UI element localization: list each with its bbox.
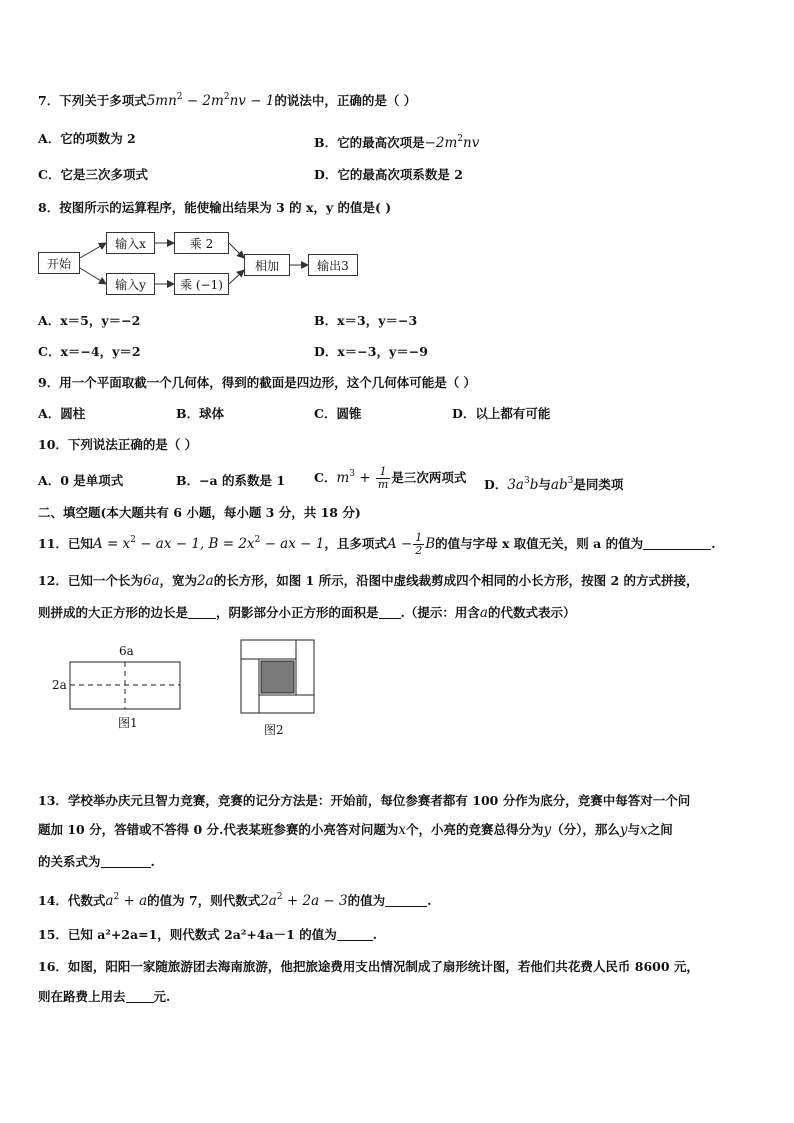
- q12-line1: 12．已知一个长为6a，宽为2a的长方形，如图 1 所示，沿图中虚线裁剪成四个相同的小长方形，按图 2 的方式拼接，: [38, 573, 699, 589]
- flow-start-box: 开始: [38, 252, 80, 274]
- fig1-caption: 图1: [118, 716, 138, 730]
- arrow-times-2-to-add: [229, 243, 244, 258]
- q14-text: 14．代数式$a^2 + a$的值为 7，则代数式$2a^2 + 2a - 3$的值为 .: [38, 892, 432, 909]
- q8-stem: 8．按图所示的运算程序，能使输出结果为 3 的 x，y 的值是( ): [38, 200, 392, 215]
- flow-times-neg1-box: 乘 (−1): [174, 273, 229, 295]
- fig2-caption: 图2: [264, 723, 284, 737]
- q16-line2: 则在路费上用去 元.: [38, 989, 171, 1004]
- q10-stem: 10．下列说法正确的是（ ）: [38, 437, 198, 452]
- section-2-heading: 二、填空题(本大题共有 6 小题，每小题 3 分，共 18 分): [38, 505, 361, 520]
- q7-stem: [38, 88, 416, 110]
- flow-times-2-box: 乘 2: [174, 232, 229, 254]
- q8-option-c: C．x＝−4，y＝2: [38, 344, 141, 359]
- fig1-left-label: 2a: [52, 678, 67, 692]
- fig2-piece-left: [241, 659, 259, 713]
- q10-option-a: A．0 是单项式: [38, 473, 124, 488]
- fig2-piece-right: [296, 640, 314, 695]
- q7-stem-suffix: 的说法中，正确的是（ ）: [274, 93, 417, 108]
- q10-option-b: B．−a 的系数是 1: [176, 473, 286, 488]
- q15-answer-blank[interactable]: [337, 940, 373, 941]
- fig1-outer-rectangle: [70, 662, 180, 709]
- q16-line1: 16．如图，阳阳一家随旅游团去海南旅游，他把旅途费用支出情况制成了扇形统计图，若他们共花费人民币 8600 元，: [38, 959, 699, 974]
- fig2-piece-top: [241, 640, 296, 659]
- arrow-start-to-input-y: [80, 268, 106, 284]
- q15-text: 15．已知 a²+2a=1，则代数式 2a²+4a－1 的值为 .: [38, 927, 378, 942]
- q7-option-a: A．它的项数为 2: [38, 131, 136, 146]
- q9-stem: 9．用一个平面取截一个几何体，得到的截面是四边形，这个几何体可能是（ ）: [38, 375, 477, 390]
- q13-line2: 题加 10 分，答错或不答得 0 分.代表某班参赛的小亮答对问题为x个，小亮的竞赛总得分为y（分），那么y与x之间: [38, 822, 673, 838]
- arrow-start-to-input-x: [80, 243, 106, 258]
- q9-option-d: D．以上都有可能: [452, 406, 551, 421]
- fig2-outer-square: [241, 640, 314, 713]
- q8-option-b: B．x＝3，y＝−3: [314, 313, 418, 328]
- q11-text: 11．已知$A = x^2$ − ax − 1, $B = 2x^2$ − ax − 1，且多项式A − $\frac{1}{2}$ B的值与字母 x 取值无关，则 a 的值为 .: [38, 531, 716, 557]
- q8-option-a: A．x＝5，y＝−2: [38, 313, 141, 328]
- q12-answer-blank-side[interactable]: [188, 618, 216, 619]
- fig1-top-label: 6a: [119, 644, 134, 658]
- q11-equation: $A = x^2$ − ax − 1, $B = 2x^2$ − ax − 1: [92, 535, 325, 552]
- q10-option-c: C．$m^3$ + $\frac{1}{m}$ 是三次两项式: [314, 465, 467, 491]
- q12-answer-blank-area[interactable]: [379, 618, 401, 619]
- q7-polynomial: $5mn^2 - 2m^2nv - 1$: [146, 92, 275, 109]
- q7-option-b: B．它的最高次项是$-2m^2nv$: [314, 134, 480, 151]
- flow-input-y-box: 输入y: [106, 273, 155, 295]
- q9-option-c: C．圆锥: [314, 406, 362, 421]
- q11-answer-blank[interactable]: [643, 549, 711, 550]
- q7-stem-prefix: 7．下列关于多项式: [38, 93, 147, 108]
- q10-option-d: D．$3a^3b$与$ab^3$是同类项: [484, 476, 624, 493]
- arrow-times-neg1-to-add: [229, 270, 244, 284]
- q13-line1: 13．学校举办庆元旦智力竞赛，竞赛的记分方法是：开始前，每位参赛者都有 100 分作为底分，竞赛中每答对一个问: [38, 793, 691, 808]
- q9-option-b: B．球体: [176, 406, 225, 421]
- fig2-shaded-square: [261, 661, 294, 693]
- q16-answer-blank[interactable]: [126, 1002, 154, 1003]
- q14-answer-blank[interactable]: [385, 906, 427, 907]
- fig2-piece-bottom: [259, 695, 314, 713]
- flow-add-box: 相加: [244, 254, 290, 276]
- q12-line2: 则拼成的大正方形的边长是 ，阴影部分小正方形的面积是 .（提示：用含a的代数式表示）: [38, 605, 576, 621]
- q8-option-d: D．x＝−3，y＝−9: [314, 344, 428, 359]
- q7-option-c: C．它是三次多项式: [38, 167, 148, 182]
- q13-line3: 的关系式为 .: [38, 854, 155, 869]
- q7-option-d: D．它的最高次项系数是 2: [314, 167, 463, 182]
- q13-answer-blank[interactable]: [101, 867, 151, 868]
- flow-input-x-box: 输入x: [106, 232, 155, 254]
- flow-output-box: 输出3: [308, 254, 358, 276]
- q9-option-a: A．圆柱: [38, 406, 86, 421]
